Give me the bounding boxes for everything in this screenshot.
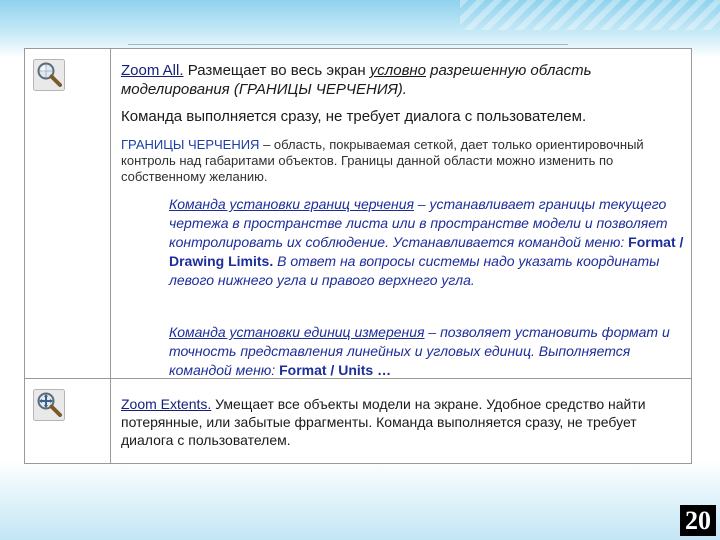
slide-footer-background bbox=[0, 460, 720, 540]
units-command-link[interactable]: Команда установки единиц измерения bbox=[169, 324, 425, 340]
text-fragment: разрешенную область моделирования (ГРАНИЦЫ ЧЕРЧЕНИЯ). bbox=[121, 62, 592, 98]
limits-command-link[interactable]: Команда установки границ черчения bbox=[169, 196, 414, 212]
menu-path: Format / Units … bbox=[279, 362, 392, 378]
description-cell bbox=[111, 49, 691, 378]
text-fragment: – позволяет установить формат и точность представления линейных и угловых единиц. Выполняется командой меню: bbox=[169, 324, 670, 378]
zoom-all-note: Команда выполняется сразу, не требует диалога с пользователем. bbox=[121, 108, 587, 125]
text-fragment: Размещает во весь экран bbox=[183, 62, 370, 79]
limits-command-description bbox=[169, 195, 689, 290]
slide-header-pattern bbox=[460, 0, 720, 30]
text-fragment-underlined: условно bbox=[369, 62, 426, 79]
zoom-all-icon bbox=[33, 59, 65, 91]
zoom-all-description bbox=[121, 61, 681, 99]
description-cell bbox=[111, 379, 691, 463]
zoom-extents-description bbox=[121, 395, 681, 449]
page-number-badge: 20 bbox=[680, 505, 716, 536]
table-row bbox=[25, 49, 691, 379]
text-fragment: Умещает все объекты модели на экране. Удобное средство найти потерянные, или забытые фрагменты. Команда выполняется сразу, не требует диалога с пользователем. bbox=[121, 396, 646, 448]
text-fragment: В ответ на вопросы системы надо указать координаты левого нижнего угла и правого верхнего угла. bbox=[169, 253, 660, 288]
text-fragment: – устанавливает границы текущего чертежа в пространстве листа или в пространстве модели и позволяет контролировать их соблюдение. Устанавливается командой меню: bbox=[169, 196, 668, 250]
drawing-limits-definition bbox=[121, 137, 696, 185]
zoom-all-term: Zoom All. bbox=[121, 62, 184, 79]
zoom-extents-icon bbox=[33, 389, 65, 421]
zoom-extents-term: Zoom Extents. bbox=[121, 396, 212, 412]
drawing-limits-term: ГРАНИЦЫ ЧЕРЧЕНИЯ bbox=[121, 137, 260, 152]
icon-cell bbox=[25, 49, 111, 378]
content-table bbox=[24, 48, 692, 464]
header-rule bbox=[128, 44, 568, 45]
table-row bbox=[25, 379, 691, 463]
menu-path: Format / Drawing Limits. bbox=[169, 234, 684, 269]
text-fragment: – область, покрываемая сеткой, дает только ориентировочный контроль над габаритами объектов. Границы данной области можно изменить по собственному желанию. bbox=[121, 137, 644, 184]
icon-cell bbox=[25, 379, 111, 463]
units-command-description bbox=[169, 323, 689, 380]
